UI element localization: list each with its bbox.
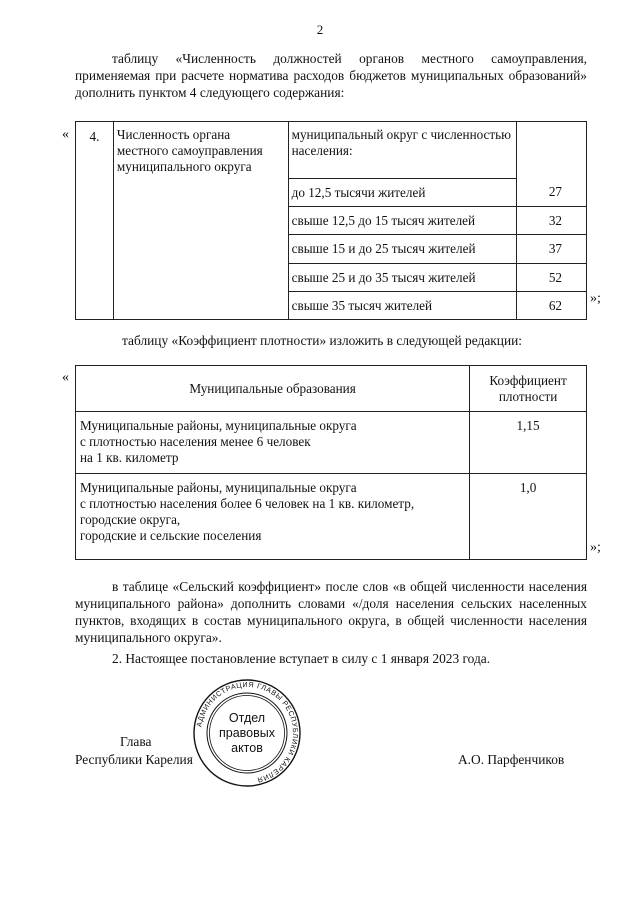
condition-cell: свыше 12,5 до 15 тысяч жителей — [288, 207, 517, 235]
svg-text:Отдел: Отдел — [228, 711, 266, 725]
density-table — [75, 365, 587, 560]
signatory-title-line2: Республики Карелия — [75, 752, 193, 767]
coefficient-cell: 1,15 — [470, 412, 587, 474]
condition-cell: свыше 35 тысяч жителей — [288, 292, 517, 320]
table2-close-quote: »; — [590, 540, 601, 555]
table1-open-quote: « — [62, 127, 69, 142]
signatory-title-line1: Глава — [120, 734, 152, 749]
table2-open-quote: « — [62, 370, 69, 385]
municipality-cell: Муниципальные районы, муниципальные округа с плотностью населения более 6 человек на 1 кв. километр, городские округа, городские и сельские поселения — [76, 474, 470, 560]
header-coefficient: Коэффициент плотности — [470, 366, 587, 412]
condition-cell: до 12,5 тысячи жителей — [288, 179, 517, 207]
svg-text:актов: актов — [231, 741, 263, 755]
value-cell: 27 — [517, 122, 587, 207]
row-number: 4. — [76, 122, 114, 320]
body-name: Численность органа местного самоуправления муниципального округа — [113, 122, 288, 320]
table2-intro: таблицу «Коэффициент плотности» изложить в следующей редакции: — [122, 333, 522, 348]
signatory-name: А.О. Парфенчиков — [458, 752, 565, 767]
svg-text:правовых: правовых — [219, 726, 275, 740]
municipality-cell: Муниципальные районы, муниципальные округа с плотностью населения менее 6 человек на 1 кв. километр — [76, 412, 470, 474]
coefficient-cell: 1,0 — [470, 474, 587, 560]
condition-cell: свыше 25 и до 35 тысяч жителей — [288, 264, 517, 292]
official-stamp — [192, 678, 302, 788]
intro-paragraph — [75, 50, 587, 101]
value-cell: 62 — [517, 292, 587, 320]
personnel-table — [75, 121, 587, 320]
value-cell: 37 — [517, 235, 587, 264]
svg-text:АДМИНИСТРАЦИЯ ГЛАВЫ РЕСПУБЛИКИ: АДМИНИСТРАЦИЯ ГЛАВЫ РЕСПУБЛИКИ КАРЕЛИЯ — [194, 679, 301, 785]
page-number: 2 — [316, 22, 324, 37]
table1-close-quote: »; — [590, 291, 601, 306]
rural-text: в таблице «Сельский коэффициент» после слов «в общей численности населения муниципального района» дополнить словами «/доля населения сельских населенных пунктов, входящих в состав муниципального округа, в общей численности населения муниципального округа». — [75, 579, 587, 645]
header-municipalities: Муниципальные образования — [76, 366, 470, 412]
rural-paragraph — [75, 578, 587, 646]
value-cell: 52 — [517, 264, 587, 292]
intro-text: таблицу «Численность должностей органов местного самоуправления, применяемая при расчете норматива расходов бюджетов муниципальных образований» дополнить пунктом 4 следующего содержания: — [75, 51, 587, 100]
value-cell: 32 — [517, 207, 587, 235]
condition-header: муниципальный округ с численностью населения: — [288, 122, 517, 179]
condition-cell: свыше 15 и до 25 тысяч жителей — [288, 235, 517, 264]
effect-paragraph: 2. Настоящее постановление вступает в силу с 1 января 2023 года. — [112, 651, 491, 666]
